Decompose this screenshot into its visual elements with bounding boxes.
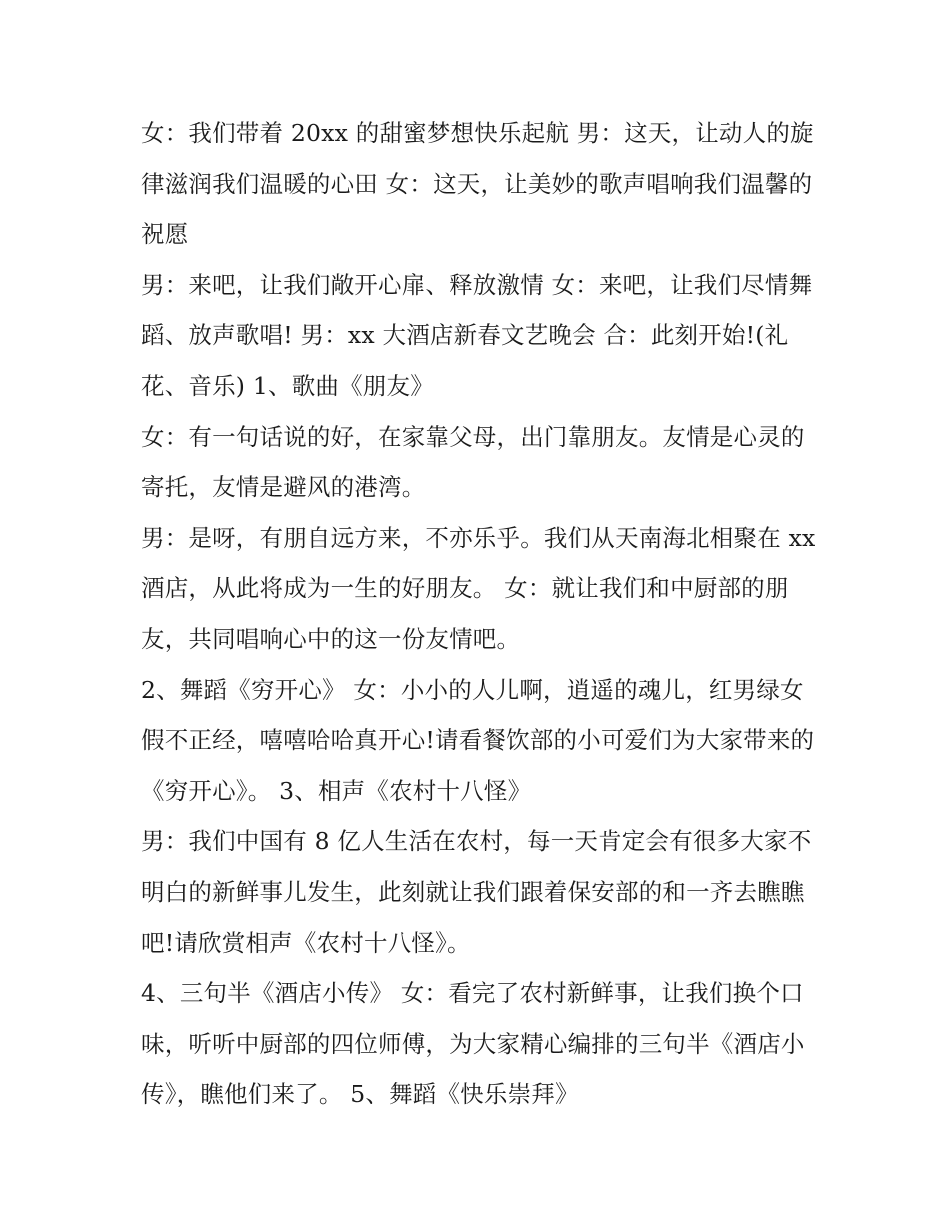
paragraph-opening: 女：我们带着 20xx 的甜蜜梦想快乐起航 男：这天，让动人的旋律滋润我们温暖的心田 女：这天，让美妙的歌声唱响我们温馨的祝愿 (141, 119, 814, 249)
paragraph-friendship-female: 女：有一句话说的好，在家靠父母，出门靠朋友。友情是心灵的寄托，友情是避风的港湾。 (141, 422, 805, 502)
paragraph-crosstalk: 男：我们中国有 8 亿人生活在农村，每一天肯定会有很多大家不明白的新鲜事儿发生，此刻就让我们跟着保安部的和一齐去瞧瞧吧!请欣赏相声《农村十八怪》。 (141, 827, 812, 957)
document-body (141, 108, 821, 1120)
paragraph-invitation: 男：来吧，让我们敞开心扉、释放激情 女：来吧，让我们尽情舞蹈、放声歌唱! 男：xx 大酒店新春文艺晚会 合：此刻开始!(礼花、音乐) 1、歌曲《朋友》 (141, 270, 813, 400)
paragraph-dance-qiongkaixin: 2、舞蹈《穷开心》 女：小小的人儿啊，逍遥的魂儿，红男绿女假不正经，嘻嘻哈哈真开心!请看餐饮部的小可爱们为大家带来的《穷开心》。 3、相声《农村十八怪》 (141, 675, 815, 805)
paragraph-sanjuban: 4、三句半《酒店小传》 女：看完了农村新鲜事，让我们换个口味，听听中厨部的四位师傅，为大家精心编排的三句半《酒店小传》，瞧他们来了。 5、舞蹈《快乐崇拜》 (141, 979, 805, 1109)
paragraph-friendship-male: 男：是呀，有朋自远方来，不亦乐乎。我们从天南海北相聚在 xx 酒店，从此将成为一生的好朋友。 女：就让我们和中厨部的朋友，共同唱响心中的这一份友情吧。 (141, 523, 816, 653)
